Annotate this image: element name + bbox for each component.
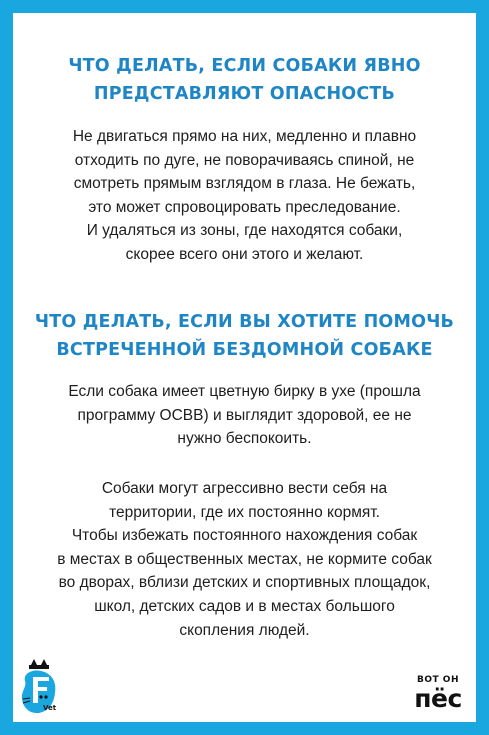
section-text-tag — [13, 380, 476, 451]
text-line: скопления людей. — [179, 621, 310, 639]
text-line: И удаляться из зоны, где находятся собаки, — [86, 222, 403, 240]
section-text-feeding — [13, 477, 476, 642]
text-line: Собаки могут агрессивно вести себя на — [101, 480, 388, 497]
text-line: скорее всего они этого и желают. — [125, 245, 364, 263]
heading-line: ЧТО ДЕЛАТЬ, ЕСЛИ СОБАКИ ЯВНО — [68, 56, 421, 76]
section-heading-help — [13, 308, 476, 364]
text-line: это может спровоцировать преследование. — [88, 198, 401, 216]
text-line: программу ОСВВ) и выглядит здоровой, ее не — [77, 406, 412, 424]
brand-logo-top: ВОТ ОН — [417, 675, 459, 685]
text-line: в местах в общественных местах, не кормите собак — [57, 550, 432, 568]
heading-line: ВСТРЕЧЕННОЙ БЕЗДОМНОЙ СОБАКЕ — [56, 340, 433, 360]
cat-vet-logo-icon — [19, 659, 59, 717]
heading-line: ПРЕДСТАВЛЯЮТ ОПАСНОСТЬ — [93, 84, 396, 104]
text-line: территории, где их постоянно кормят. — [109, 503, 380, 521]
logo-text-vet: Vet — [43, 704, 57, 712]
brand-logo-main: пёс — [414, 684, 462, 713]
text-line: нужно беспокоить. — [177, 430, 312, 448]
text-line: Если собака имеет цветную бирку в ухе (прошла — [68, 383, 421, 400]
section-text-danger — [13, 125, 476, 267]
text-line: Чтобы избежать постоянного нахождения собак — [71, 527, 418, 545]
text-line: отходить по дуге, не поворачиваясь спиной, не — [74, 151, 415, 169]
heading-line: ЧТО ДЕЛАТЬ, ЕСЛИ ВЫ ХОТИТЕ ПОМОЧЬ — [34, 312, 455, 332]
text-line: школ, детских садов и в местах большого — [94, 597, 395, 615]
text-line: Не двигаться прямо на них, медленно и плавно — [72, 128, 417, 145]
brand-logo — [412, 675, 464, 712]
content-card — [13, 13, 476, 722]
section-heading-danger — [13, 52, 476, 108]
text-line: смотреть прямым взглядом в глаза. Не бежать, — [73, 175, 416, 193]
text-line: во дворах, вблизи детских и спортивных площадок, — [58, 574, 431, 592]
